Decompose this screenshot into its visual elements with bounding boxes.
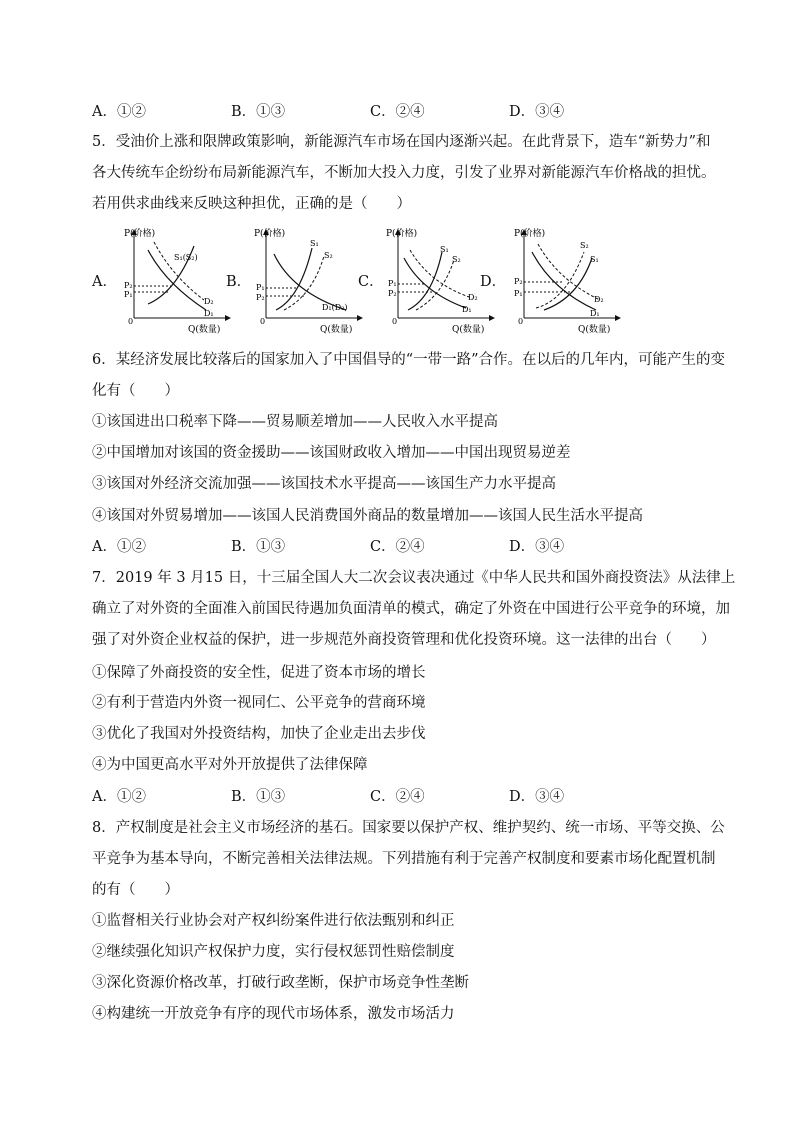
supply-curve-s2 (284, 256, 324, 310)
p-lower-label: P₂ (388, 289, 397, 298)
supply-label-s2: S₂ (580, 241, 589, 250)
q5-line-1: 5．受油价上涨和限牌政策影响，新能源汽车市场在国内逐渐兴起。在此背景下，造车“新势力”和 (92, 134, 711, 150)
q8-line-3: 的有（ ） (92, 882, 179, 898)
q7-line-3: 强了对外资企业权益的保护，进一步规范外商投资管理和优化投资环境。这一法律的出台（ ） (92, 632, 716, 648)
supply-label-s2: S₂ (324, 251, 333, 260)
demand-curve-d1 (532, 252, 596, 310)
origin-label: 0 (260, 317, 266, 326)
demand-label-d1: D₁ (204, 309, 214, 318)
option-b: B．①③ (231, 104, 286, 120)
option-a: A．①② (92, 789, 146, 805)
supply-label-s1: S₁ (310, 239, 319, 248)
graph-a-label: A． (92, 274, 117, 290)
y-axis-label: P(价格) (386, 229, 418, 239)
demand-label-d2: D₂ (468, 293, 478, 302)
demand-label-d2: D₂ (204, 297, 214, 306)
p-upper-label: P₁ (388, 279, 397, 288)
graph-b-label: B． (226, 274, 252, 290)
q8-line-1: 8．产权制度是社会主义市场经济的基石。国家要以保护产权、维护契约、统一市场、平等交换、公 (92, 820, 725, 836)
origin-label: 0 (518, 317, 524, 326)
q8-line-2: 平竞争为基本导向，不断完善相关法律法规。下列措施有利于完善产权制度和要素市场化配置机制 (92, 851, 716, 867)
q6-line-1: 6．某经济发展比较落后的国家加入了中国倡导的“一带一路”合作。在以后的几年内，可能产生的变 (92, 352, 726, 368)
supply-label: S₁(S₂) (174, 253, 198, 262)
demand-label: D₁(D₂) (322, 303, 348, 312)
graph-c-label: C． (358, 274, 384, 290)
option-a: A．①② (92, 104, 146, 120)
q6-statement-2: ②中国增加对该国的资金援助——该国财政收入增加——中国出现贸易逆差 (92, 445, 571, 461)
q7-line-2: 确立了对外资的全面准入前国民待遇加负面清单的模式，确定了外资在中国进行公平竞争的环境，加 (92, 601, 730, 617)
y-axis-label: P(价格) (254, 229, 286, 239)
q7-statement-4: ④为中国更高水平对外开放提供了法律保障 (92, 757, 368, 773)
p-lower-label: P₁ (124, 290, 133, 299)
x-axis-label: Q(数量) (452, 325, 485, 335)
x-axis-label: Q(数量) (578, 325, 611, 335)
q6-statement-3: ③该国对外经济交流加强——该国技术水平提高——该国生产力水平提高 (92, 476, 556, 492)
option-c: C．②④ (370, 539, 425, 555)
supply-curve-s2 (416, 260, 454, 310)
p-upper-label: P₂ (514, 277, 523, 286)
q8-statement-1: ①监督相关行业协会对产权纠纷案件进行依法甄别和纠正 (92, 913, 455, 929)
supply-curve-s1 (408, 252, 442, 310)
option-b: B．①③ (231, 539, 286, 555)
y-axis-label: P(价格) (124, 229, 156, 239)
option-a: A．①② (92, 539, 146, 555)
q5-line-3: 若用供求曲线来反映这种担优，正确的是（ ） (92, 196, 411, 212)
q8-statement-4: ④构建统一开放竞争有序的现代市场体系，激发市场活力 (92, 1006, 455, 1022)
demand-curve (274, 254, 346, 310)
x-axis-label: Q(数量) (188, 325, 221, 335)
x-axis-label: Q(数量) (320, 325, 353, 335)
q7-statement-3: ③优化了我国对外投资结构，加快了企业走出去步伐 (92, 726, 426, 742)
q8-statement-2: ②继续强化知识产权保护力度，实行侵权惩罚性赔偿制度 (92, 944, 455, 960)
q6-statement-1: ①该国进出口税率下降——贸易顺差增加——人民收入水平提高 (92, 414, 498, 430)
option-c: C．②④ (370, 104, 425, 120)
graph-d-label: D． (480, 274, 507, 290)
graph-d (506, 226, 676, 338)
q6-statement-4: ④该国对外贸易增加——该国人民消费国外商品的数量增加——该国人民生活水平提高 (92, 508, 643, 524)
option-d: D．③④ (509, 104, 565, 120)
demand-curve-d1 (404, 258, 466, 308)
supply-curve-s1 (276, 248, 312, 310)
origin-label: 0 (392, 317, 398, 326)
p-upper-label: P₂ (124, 281, 133, 290)
demand-label-d2: D₂ (594, 295, 604, 304)
option-d: D．③④ (509, 789, 565, 805)
p-upper-label: P₁ (256, 283, 265, 292)
option-c: C．②④ (370, 789, 425, 805)
supply-label-s1: S₁ (440, 245, 449, 254)
q8-statement-3: ③深化资源价格改革，打破行政垄断，保护市场竞争性垄断 (92, 975, 469, 991)
q5-line-2: 各大传统车企纷纷布局新能源汽车，不断加大投入力度，引发了业界对新能源汽车价格战的担忧。 (92, 165, 716, 181)
origin-label: 0 (128, 317, 134, 326)
demand-label-d1: D₁ (590, 309, 600, 318)
demand-label-d1: D₁ (462, 305, 472, 314)
q7-statement-1: ①保障了外商投资的安全性，促进了资本市场的增长 (92, 665, 426, 681)
p-lower-label: P₁ (514, 289, 523, 298)
q7-statement-2: ②有利于营造内外资一视同仁、公平竞争的营商环境 (92, 695, 426, 711)
y-axis-label: P(价格) (514, 229, 546, 239)
q6-line-2: 化有（ ） (92, 383, 179, 399)
supply-label-s1: S₁ (590, 255, 599, 264)
q7-line-1: 7．2019 年 3 月15 日，十三届全国人大二次会议表决通过《中华人民共和国外商投资法》从法律上 (92, 570, 736, 586)
p-lower-label: P₂ (256, 293, 265, 302)
option-b: B．①③ (231, 789, 286, 805)
supply-label-s2: S₂ (452, 255, 461, 264)
option-d: D．③④ (509, 539, 565, 555)
